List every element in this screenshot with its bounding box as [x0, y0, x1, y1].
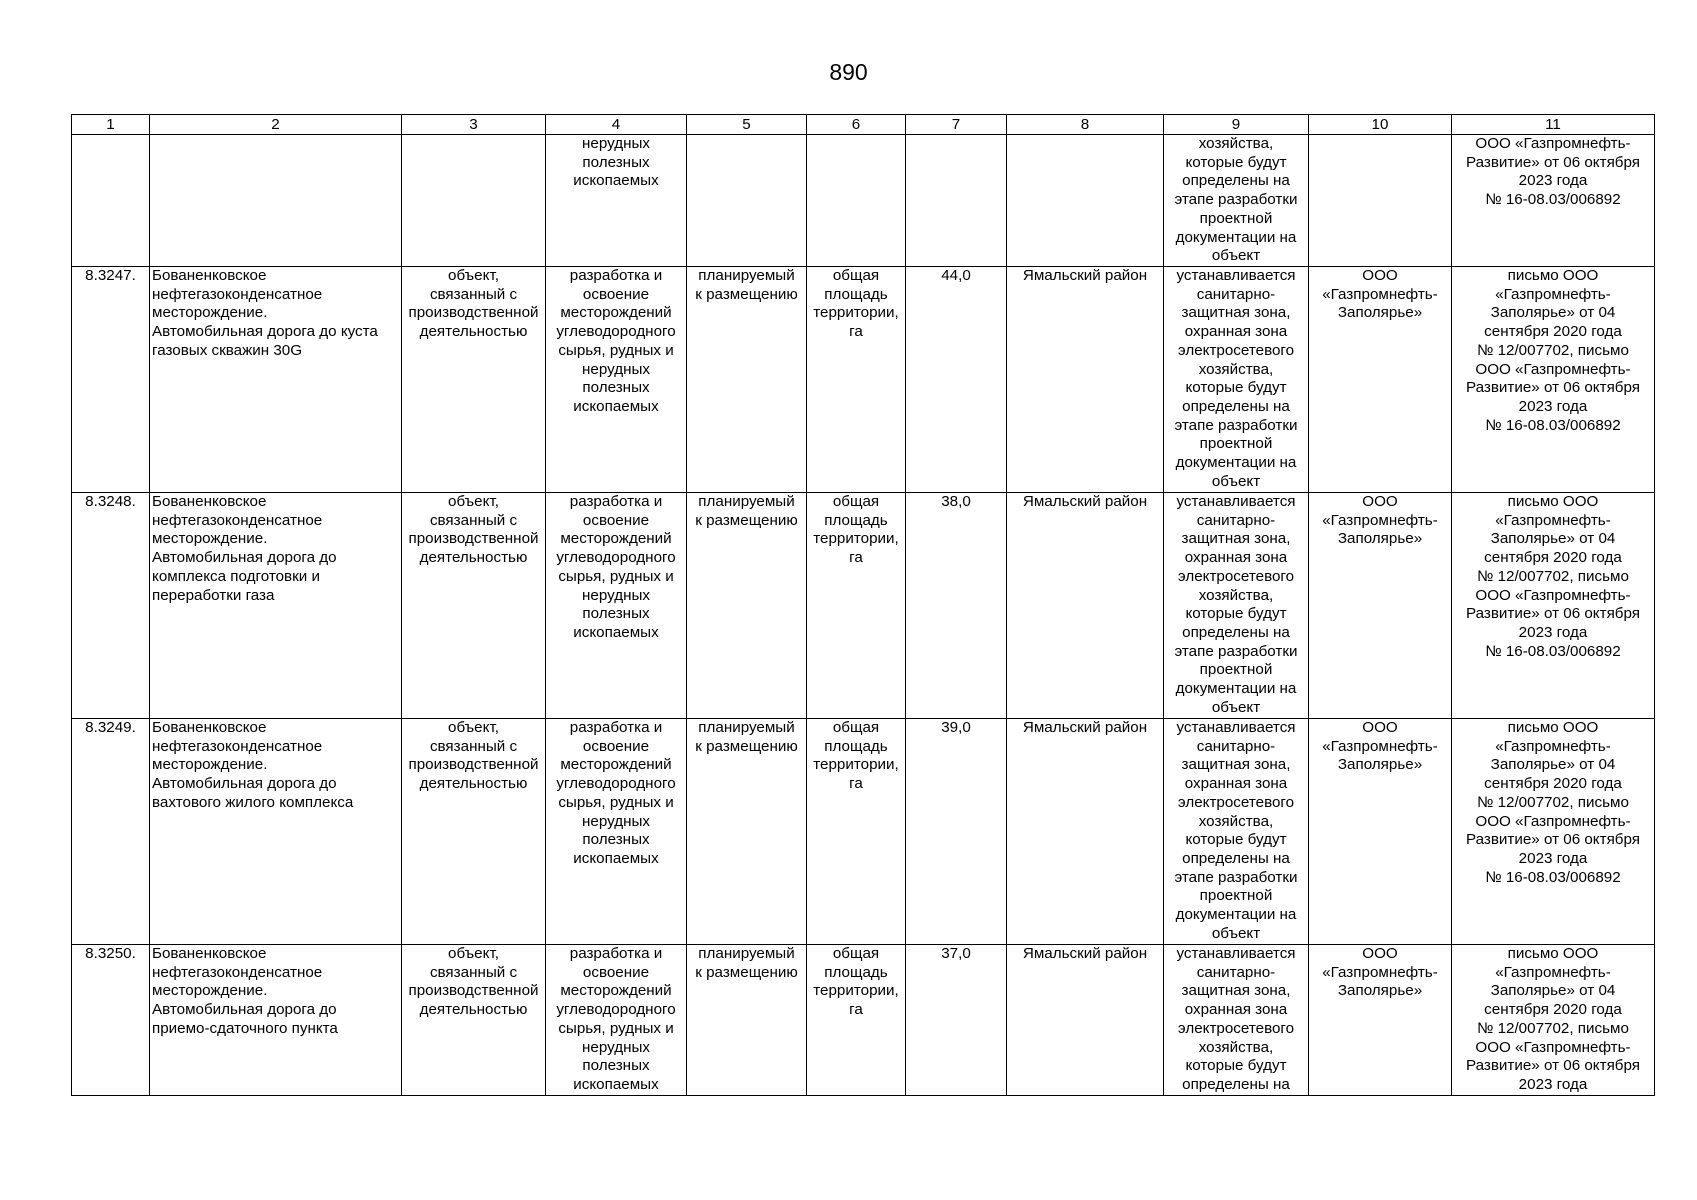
cell-purpose: разработка и освоение месторождений углеводородного сырья, рудных и нерудных полезных ископаемых — [546, 493, 687, 719]
cell-owner: ООО «Газпромнефть- Заполярье» — [1309, 719, 1452, 945]
objects-table — [71, 114, 1655, 1096]
cell-type: объект, связанный с производственной деятельностью — [402, 267, 546, 493]
table-row — [72, 493, 1655, 719]
cell-type: объект, связанный с производственной деятельностью — [402, 493, 546, 719]
cell-number — [72, 135, 150, 267]
cell-parameter: общая площадь территории, га — [807, 945, 906, 1096]
cell-basis: письмо ООО «Газпромнефть- Заполярье» от 04 сентября 2020 года № 12/007702, письмо ООО «Газпромнефть- Развитие» от 06 октября 2023 года — [1452, 945, 1655, 1096]
column-header: 4 — [546, 115, 687, 135]
cell-basis: письмо ООО «Газпромнефть- Заполярье» от 04 сентября 2020 года № 12/007702, письмо ООО «Газпромнефть- Развитие» от 06 октября 2023 года № 16-08.03/006892 — [1452, 719, 1655, 945]
column-header: 1 — [72, 115, 150, 135]
cell-location: Ямальский район — [1007, 945, 1164, 1096]
cell-parameter: общая площадь территории, га — [807, 267, 906, 493]
cell-value: 39,0 — [906, 719, 1007, 945]
cell-basis: письмо ООО «Газпромнефть- Заполярье» от 04 сентября 2020 года № 12/007702, письмо ООО «Газпромнефть- Развитие» от 06 октября 2023 года № 16-08.03/006892 — [1452, 267, 1655, 493]
cell-basis: письмо ООО «Газпромнефть- Заполярье» от 04 сентября 2020 года № 12/007702, письмо ООО «Газпромнефть- Развитие» от 06 октября 2023 года № 16-08.03/006892 — [1452, 493, 1655, 719]
cell-status: планируемый к размещению — [687, 493, 807, 719]
cell-purpose: разработка и освоение месторождений углеводородного сырья, рудных и нерудных полезных ископаемых — [546, 945, 687, 1096]
table-row — [72, 267, 1655, 493]
cell-parameter: общая площадь территории, га — [807, 493, 906, 719]
cell-name — [150, 135, 402, 267]
column-header: 2 — [150, 115, 402, 135]
column-header: 9 — [1164, 115, 1309, 135]
cell-value: 38,0 — [906, 493, 1007, 719]
column-header: 10 — [1309, 115, 1452, 135]
cell-zone: устанавливается санитарно- защитная зона, охранная зона электросетевого хозяйства, которые будут определены на — [1164, 945, 1309, 1096]
cell-number: 8.3248. — [72, 493, 150, 719]
cell-name: Бованенковское нефтегазоконденсатное месторождение. Автомобильная дорога до комплекса подготовки и переработки газа — [150, 493, 402, 719]
cell-value: 44,0 — [906, 267, 1007, 493]
cell-status — [687, 135, 807, 267]
cell-type: объект, связанный с производственной деятельностью — [402, 719, 546, 945]
cell-owner — [1309, 135, 1452, 267]
cell-parameter — [807, 135, 906, 267]
cell-location — [1007, 135, 1164, 267]
cell-type: объект, связанный с производственной деятельностью — [402, 945, 546, 1096]
table-row — [72, 945, 1655, 1096]
column-header: 8 — [1007, 115, 1164, 135]
cell-number: 8.3247. — [72, 267, 150, 493]
column-header: 11 — [1452, 115, 1655, 135]
cell-purpose: разработка и освоение месторождений углеводородного сырья, рудных и нерудных полезных ископаемых — [546, 719, 687, 945]
cell-location: Ямальский район — [1007, 267, 1164, 493]
column-header: 7 — [906, 115, 1007, 135]
cell-owner: ООО «Газпромнефть- Заполярье» — [1309, 493, 1452, 719]
cell-number: 8.3249. — [72, 719, 150, 945]
cell-zone: устанавливается санитарно- защитная зона, охранная зона электросетевого хозяйства, которые будут определены на этапе разработки проектной документации на объект — [1164, 493, 1309, 719]
cell-status: планируемый к размещению — [687, 719, 807, 945]
cell-purpose: нерудных полезных ископаемых — [546, 135, 687, 267]
cell-zone: устанавливается санитарно- защитная зона, охранная зона электросетевого хозяйства, которые будут определены на этапе разработки проектной документации на объект — [1164, 719, 1309, 945]
cell-status: планируемый к размещению — [687, 267, 807, 493]
cell-value — [906, 135, 1007, 267]
cell-value: 37,0 — [906, 945, 1007, 1096]
column-header: 5 — [687, 115, 807, 135]
cell-status: планируемый к размещению — [687, 945, 807, 1096]
cell-basis: ООО «Газпромнефть- Развитие» от 06 октября 2023 года № 16-08.03/006892 — [1452, 135, 1655, 267]
cell-name: Бованенковское нефтегазоконденсатное месторождение. Автомобильная дорога до куста газовых скважин 30G — [150, 267, 402, 493]
column-header: 3 — [402, 115, 546, 135]
cell-number: 8.3250. — [72, 945, 150, 1096]
cell-parameter: общая площадь территории, га — [807, 719, 906, 945]
cell-purpose: разработка и освоение месторождений углеводородного сырья, рудных и нерудных полезных ископаемых — [546, 267, 687, 493]
cell-name: Бованенковское нефтегазоконденсатное месторождение. Автомобильная дорога до вахтового жилого комплекса — [150, 719, 402, 945]
cell-type — [402, 135, 546, 267]
table-row — [72, 719, 1655, 945]
column-header: 6 — [807, 115, 906, 135]
cell-owner: ООО «Газпромнефть- Заполярье» — [1309, 267, 1452, 493]
cell-zone: хозяйства, которые будут определены на этапе разработки проектной документации на объект — [1164, 135, 1309, 267]
cell-zone: устанавливается санитарно- защитная зона, охранная зона электросетевого хозяйства, которые будут определены на этапе разработки проектной документации на объект — [1164, 267, 1309, 493]
cell-location: Ямальский район — [1007, 493, 1164, 719]
cell-owner: ООО «Газпромнефть- Заполярье» — [1309, 945, 1452, 1096]
page-number: 890 — [829, 59, 868, 85]
table-row-continuation — [72, 135, 1655, 267]
cell-name: Бованенковское нефтегазоконденсатное месторождение. Автомобильная дорога до приемо-сдаточного пункта — [150, 945, 402, 1096]
column-number-row — [72, 115, 1655, 135]
cell-location: Ямальский район — [1007, 719, 1164, 945]
